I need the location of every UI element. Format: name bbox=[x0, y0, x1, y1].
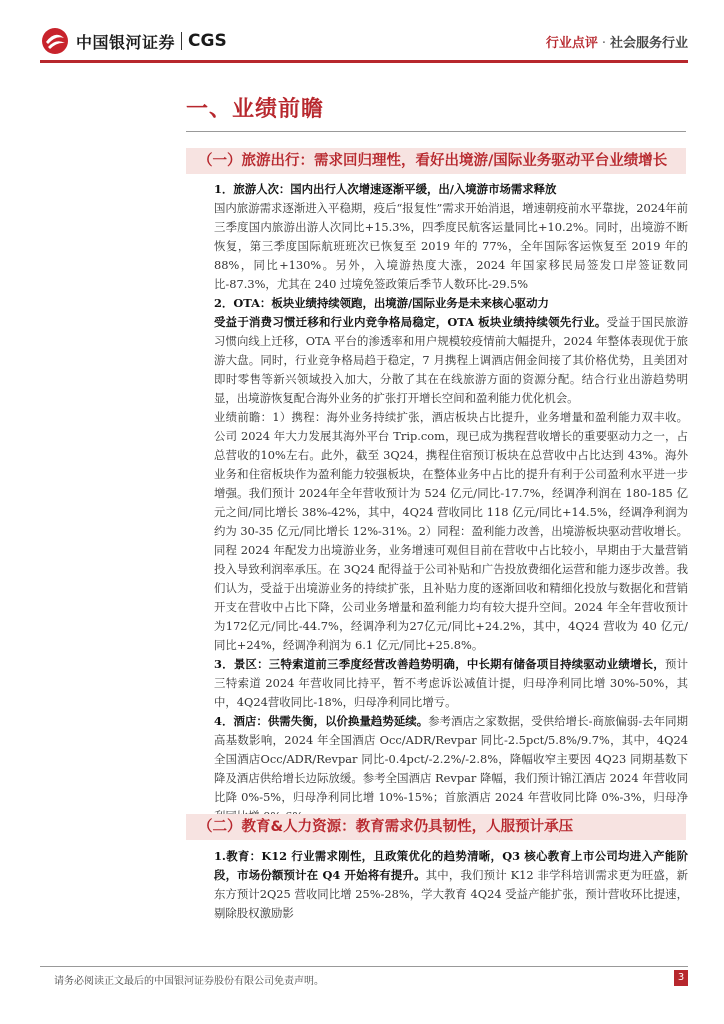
scenic-detail: 预计三特索道 2024 年营收同比持平，暂不考虑诉讼减值计提，归母净利同比增 30%-50%，其中，4Q24营收同比-18%，归母净利同比增亏。 bbox=[214, 657, 688, 709]
subheading-ota: 2．OTA：板块业绩持续领跑，出境游/国际业务是未来核心驱动力 bbox=[214, 296, 549, 310]
education-section-body bbox=[214, 847, 688, 923]
sector-label: 社会服务行业 bbox=[609, 36, 688, 51]
logo-english-name: CGS bbox=[188, 31, 227, 51]
hotel-detail: 参考酒店之家数据，受供给增长-商旅偏弱-去年同期高基数影响，2024 年全国酒店 Occ/ADR/Revpar 同比-2.5pct/5.8%/9.7%，其中，4Q24 全国酒店Occ/ADR/Revpar 同比-0.4pct/-2.2%/-2.8%，降幅收窄主要因 4Q23 同期基数下降及酒店供给增长边际放缓。参考全国酒店 Revpar 降幅，我们预计锦江酒店 2024 年营收同比降 0%-5%，归母净利同比增 10%-15%；首旅酒店 2024 年营收同比降 0%-3%，归母净 bbox=[214, 714, 688, 804]
paragraph-tourist-volume: 国内旅游需求逐渐进入平稳期，疫后“报复性”需求开始消退，增速朝疫前水平靠拢，2024年前三季度国内旅游出游人次同比+15.3%，四季度民航客运量同比+10.2%。同时，出境游不断恢复，第三季度国际航班班次已恢复至 2019 年的 77%，全年国际客运恢复至 2019 年的 88%，同比+130%。另外，入境游热度大涨，2024 年国家移民局签发口岸签证数同比-87.3%，尤其在 240 过境免签政策后季节人数环比-29.5% bbox=[214, 201, 688, 291]
separator-dot: · bbox=[601, 36, 606, 51]
page-header bbox=[0, 0, 724, 62]
report-category bbox=[546, 32, 688, 51]
footer-rule bbox=[40, 966, 688, 967]
footer-disclaimer: 请务必阅读正文最后的中国银河证券股份有限公司免责声明。 bbox=[54, 976, 324, 987]
paragraph-earnings-outlook: 业绩前瞻：1）携程：海外业务持续扩张，酒店板块占比提升，业务增量和盈利能力双丰收。公司 2024 年大力发展其海外平台 Trip.com，现已成为携程营收增长的重要驱动力之一，占总营收的10%左右。此外，截至 3Q24，携程住宿预订板块在总营收中占比达到 43%。海外业务和住宿板块作为盈利能力较强板块，在整体业务中占比的提升有利于公司盈利水平进一步增强。我们预计 2024年全年营收预计为 524 亿元/同比-17.7%，经调净利润在 180-185 亿元之间/同比增长 38%-42%，其中，4Q24 营收同比 118 亿元/同比+14.5%，经调净利润为约为 30-35 亿元/同比增长 12%-31%。2）同程：盈利能力改善，出境游板块驱动营收增长。同程 2024 年配发力出境游业务，业务增速可观但目前在营收中占比较小，早期由于大量营销投入导致利润率承压。在 3Q24 配得益于公司补贴和广告投放费细化运营和能力逐步改善。我们认为，受益于出境游业务的持续扩张，且补贴力度的逐渐回收和精细化投放与数据化和营销开支在营收中占比下降，公司业务增量和盈利能力均有较大提升空间。2024 年全年营收预计为172亿元/同比-44.7%，经调净利为27亿元/同比+24.2%，其中，4Q24 营收为 40 亿元/同比+24%，经调净利润为 6.1 亿元/同比+25.8%。 bbox=[214, 410, 688, 652]
scenic-key-point: 3．景区：三特索道前三季度经营改善趋势明确，中长期有储备项目持续驱动业绩增长， bbox=[214, 657, 665, 671]
subsection-banner-travel: （一）旅游出行：需求回归理性，看好出境游/国际业务驱动平台业绩增长 bbox=[186, 148, 686, 174]
galaxy-logo-icon bbox=[40, 26, 70, 56]
section-heading: 一、业绩前瞻 bbox=[186, 97, 325, 122]
paragraph-ota bbox=[214, 313, 688, 408]
paragraph-hotel bbox=[214, 712, 688, 826]
subheading-tourist-volume: 1．旅游人次：国内出行人次增速逐渐平缓，出/入境游市场需求释放 bbox=[214, 182, 557, 196]
hotel-key-point: 4．酒店：供需失衡，以价换量趋势延续。 bbox=[214, 714, 429, 728]
header-rule bbox=[40, 60, 688, 63]
heading-rule bbox=[186, 131, 686, 132]
paragraph-scenic bbox=[214, 655, 688, 712]
ota-detail: 受益于国民旅游习惯向线上迁移，OTA 平台的渗透率和用户规模较疫情前大幅提升，2024 年整体表现优于旅游大盘。同时，行业竞争格局趋于稳定，7 月携程上调酒店佣金间接了其价格优势，且美团对即时零售等新兴领域投入加大，分散了其在在线旅游方面的资源分配。结合行业出游趋势明显，出境游恢复配合海外业务的扩张打开增长空间和盈利能力优化机会。 bbox=[214, 315, 688, 405]
ota-key-point: 受益于消费习惯迁移和行业内竞争格局稳定，OTA 板块业绩持续领先行业。 bbox=[214, 315, 607, 329]
education-key-point: 1.教育：K12 行业需求刚性，且政策优化的趋势清晰，Q3 核心教育上市公司均进入产能阶段，市场份额预计在 Q4 开始将有提升。 bbox=[214, 849, 688, 882]
logo-divider bbox=[181, 32, 182, 50]
education-detail: 其中，我们预计 K12 非学科培训需求更为旺盛，新东方预计2Q25 营收同比增 25%-28%，学大教育 4Q24 受益产能扩张，预计营收环比提速，剔除股权激励影 bbox=[214, 868, 689, 920]
subsection-banner-education: （二）教育&人力资源：教育需求仍具韧性，人服预计承压 bbox=[186, 814, 686, 840]
page-number: 3 bbox=[674, 970, 688, 986]
report-type-label: 行业点评 bbox=[545, 36, 598, 51]
travel-section-body bbox=[214, 180, 688, 826]
company-logo bbox=[40, 26, 227, 56]
logo-chinese-name: 中国银河证券 bbox=[76, 32, 176, 52]
paragraph-education bbox=[214, 847, 688, 923]
